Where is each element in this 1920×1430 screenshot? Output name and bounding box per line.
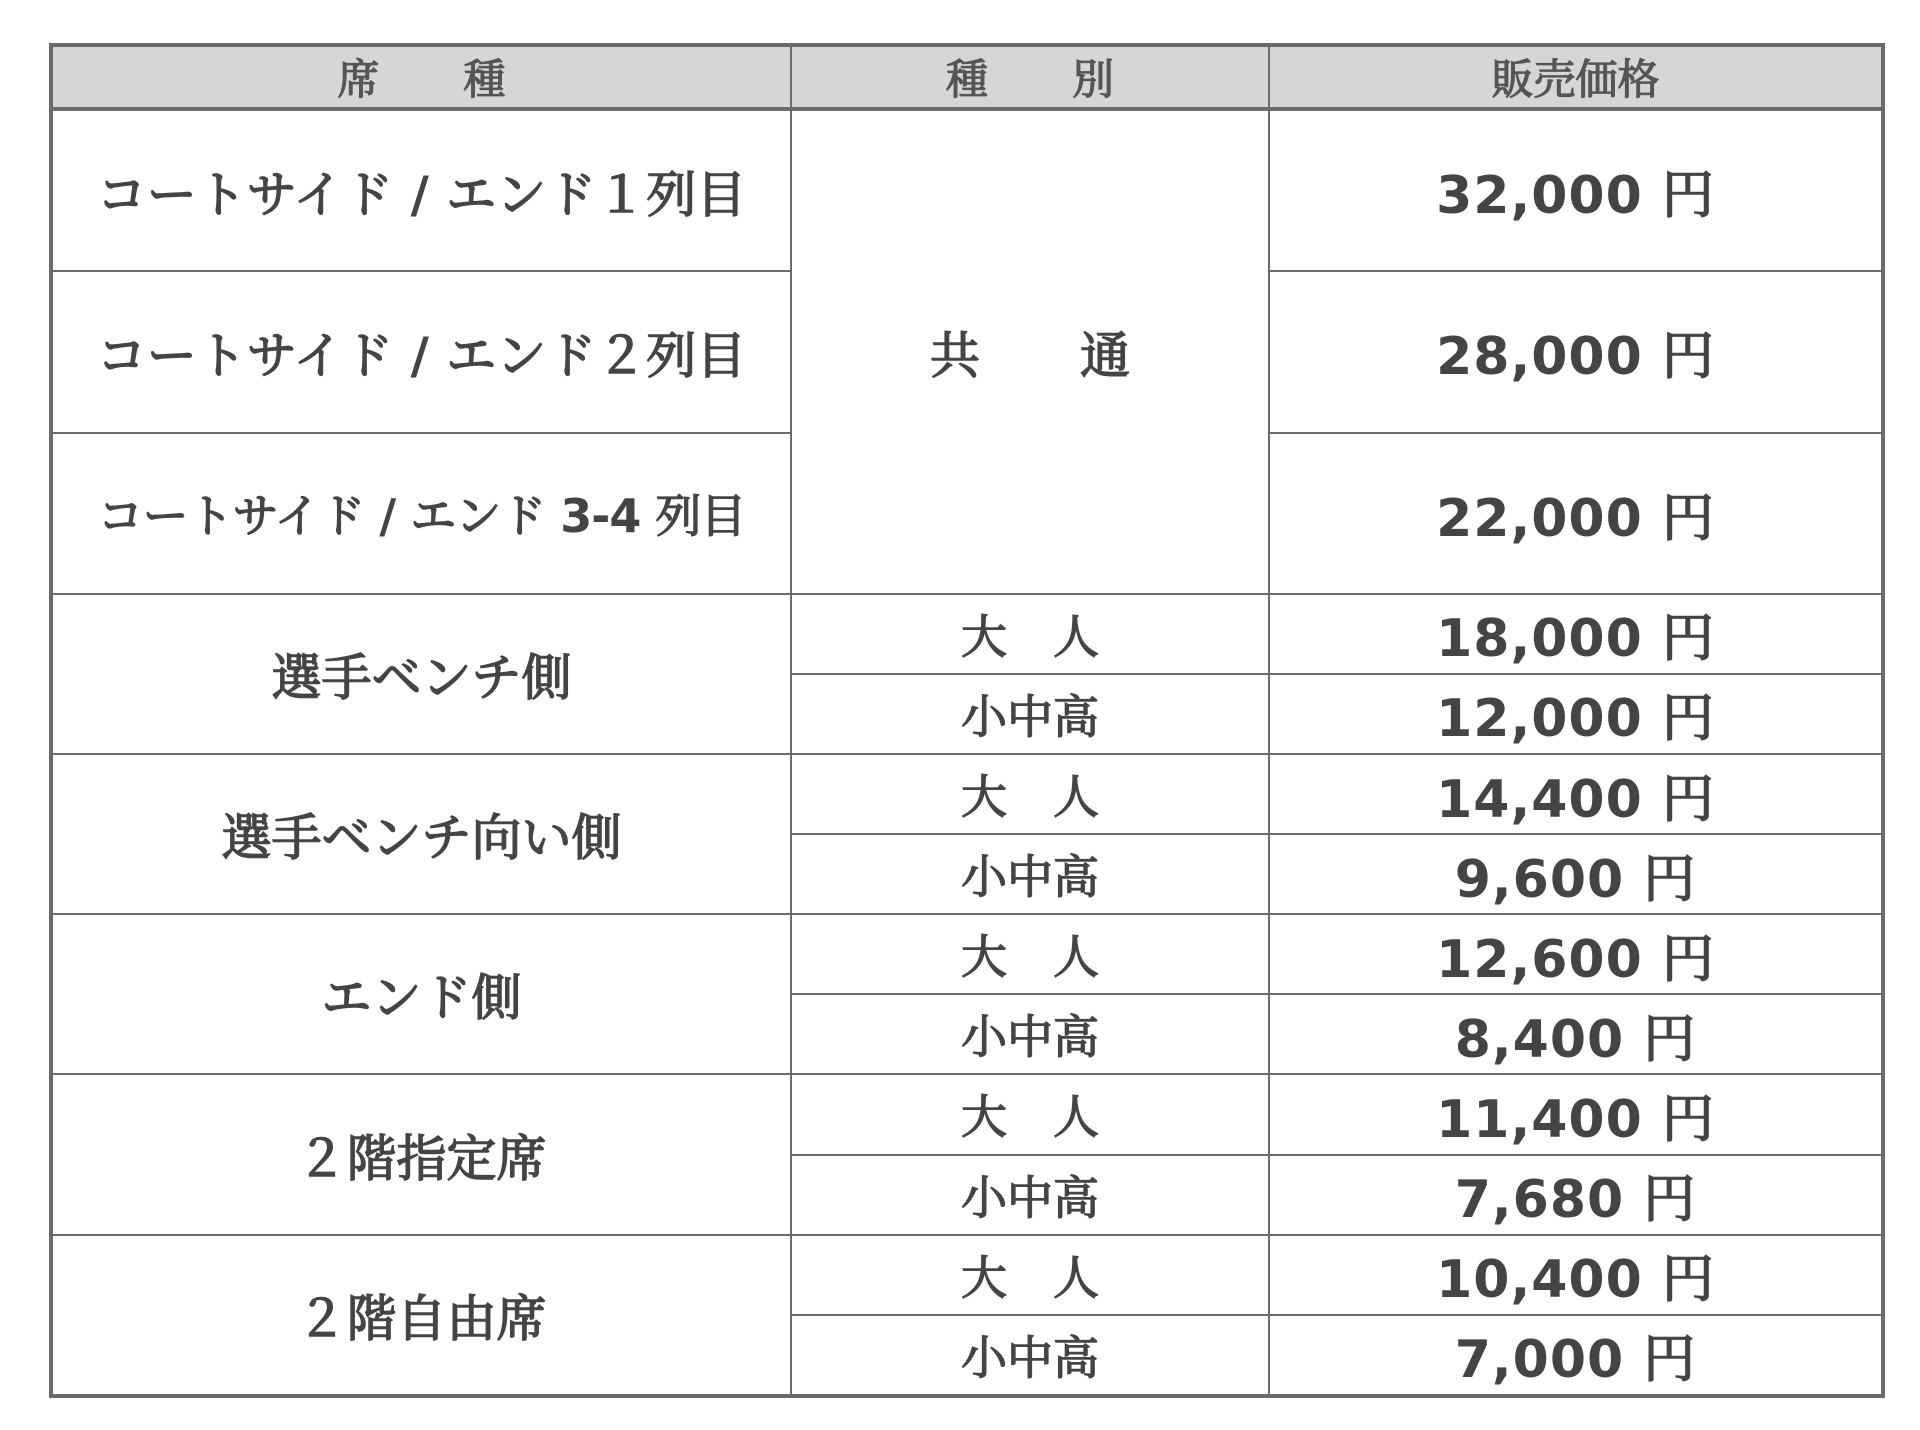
seat-cell: コートサイド / エンド 3-4 列目 bbox=[51, 433, 791, 594]
kind-cell: 小中高 bbox=[791, 994, 1269, 1074]
table-row bbox=[51, 754, 1883, 834]
table-row bbox=[51, 109, 1883, 271]
kind-cell: 小中高 bbox=[791, 674, 1269, 754]
seat-cell: コートサイド / エンド１列目 bbox=[51, 109, 791, 271]
kind-cell: 小中高 bbox=[791, 1155, 1269, 1235]
seat-cell: コートサイド / エンド２列目 bbox=[51, 271, 791, 432]
seat-cell: ２階自由席 bbox=[51, 1235, 791, 1396]
price-cell: 12,600 円 bbox=[1269, 914, 1883, 994]
kind-cell: 大 人 bbox=[791, 1074, 1269, 1154]
price-cell: 22,000 円 bbox=[1269, 433, 1883, 594]
header-kind: 種 別 bbox=[791, 45, 1269, 109]
header-seat: 席 種 bbox=[51, 45, 791, 109]
header-price: 販売価格 bbox=[1269, 45, 1883, 109]
price-cell: 9,600 円 bbox=[1269, 834, 1883, 914]
kind-cell-common: 共 通 bbox=[791, 109, 1269, 594]
seat-cell: ２階指定席 bbox=[51, 1074, 791, 1234]
kind-cell: 大 人 bbox=[791, 754, 1269, 834]
table-body bbox=[51, 109, 1883, 1396]
price-cell: 32,000 円 bbox=[1269, 109, 1883, 271]
price-cell: 18,000 円 bbox=[1269, 594, 1883, 674]
price-cell: 8,400 円 bbox=[1269, 994, 1883, 1074]
seat-cell: 選手ベンチ側 bbox=[51, 594, 791, 754]
kind-cell: 大 人 bbox=[791, 1235, 1269, 1315]
header-row bbox=[51, 45, 1883, 109]
seat-cell: 選手ベンチ向い側 bbox=[51, 754, 791, 914]
price-cell: 28,000 円 bbox=[1269, 271, 1883, 432]
price-cell: 7,680 円 bbox=[1269, 1155, 1883, 1235]
price-cell: 7,000 円 bbox=[1269, 1315, 1883, 1396]
table-row bbox=[51, 1074, 1883, 1154]
seat-cell: エンド側 bbox=[51, 914, 791, 1074]
price-cell: 11,400 円 bbox=[1269, 1074, 1883, 1154]
ticket-price-table bbox=[49, 43, 1885, 1398]
kind-cell: 小中高 bbox=[791, 1315, 1269, 1396]
kind-cell: 大 人 bbox=[791, 914, 1269, 994]
price-cell: 12,000 円 bbox=[1269, 674, 1883, 754]
kind-cell: 大 人 bbox=[791, 594, 1269, 674]
table-header bbox=[51, 45, 1883, 109]
table-row bbox=[51, 594, 1883, 674]
price-cell: 10,400 円 bbox=[1269, 1235, 1883, 1315]
kind-cell: 小中高 bbox=[791, 834, 1269, 914]
price-cell: 14,400 円 bbox=[1269, 754, 1883, 834]
table-row bbox=[51, 1235, 1883, 1315]
table-row bbox=[51, 914, 1883, 994]
